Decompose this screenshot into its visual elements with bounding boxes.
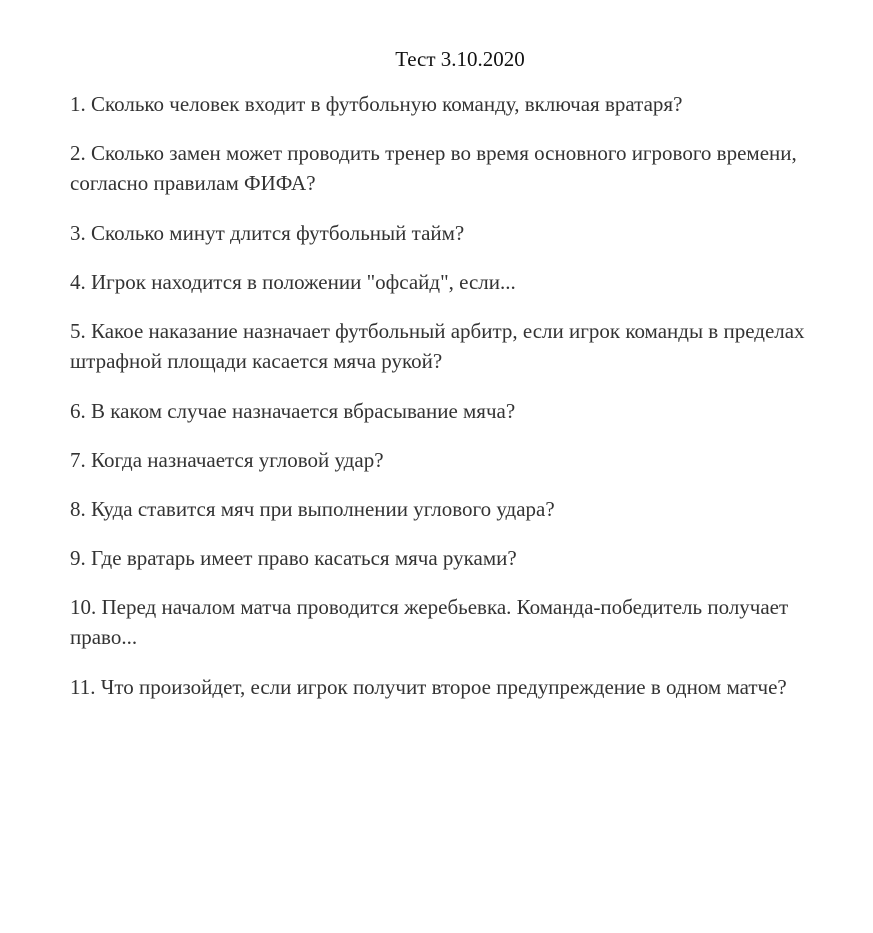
question-4: 4. Игрок находится в положении "офсайд", если... [70, 270, 516, 294]
question-5: 5. Какое наказание назначает футбольный арбитр, если игрок команды в пределах штрафной площади касается мяча рукой? [70, 319, 805, 373]
question-7: 7. Когда назначается угловой удар? [70, 448, 384, 472]
question-11: 11. Что произойдет, если игрок получит второе предупреждение в одном матче? [70, 675, 787, 699]
question-8: 8. Куда ставится мяч при выполнении углового удара? [70, 497, 555, 521]
question-3: 3. Сколько минут длится футбольный тайм? [70, 221, 465, 245]
question-1: 1. Сколько человек входит в футбольную команду, включая вратаря? [70, 92, 683, 116]
document-title: Тест 3.10.2020 [395, 47, 525, 71]
question-list [70, 89, 830, 722]
question-2: 2. Сколько замен может проводить тренер во время основного игрового времени, согласно правилам ФИФА? [70, 141, 797, 195]
question-9: 9. Где вратарь имеет право касаться мяча руками? [70, 546, 517, 570]
question-6: 6. В каком случае назначается вбрасывание мяча? [70, 399, 516, 423]
question-10: 10. Перед началом матча проводится жеребьевка. Команда-победитель получает право... [70, 595, 789, 649]
